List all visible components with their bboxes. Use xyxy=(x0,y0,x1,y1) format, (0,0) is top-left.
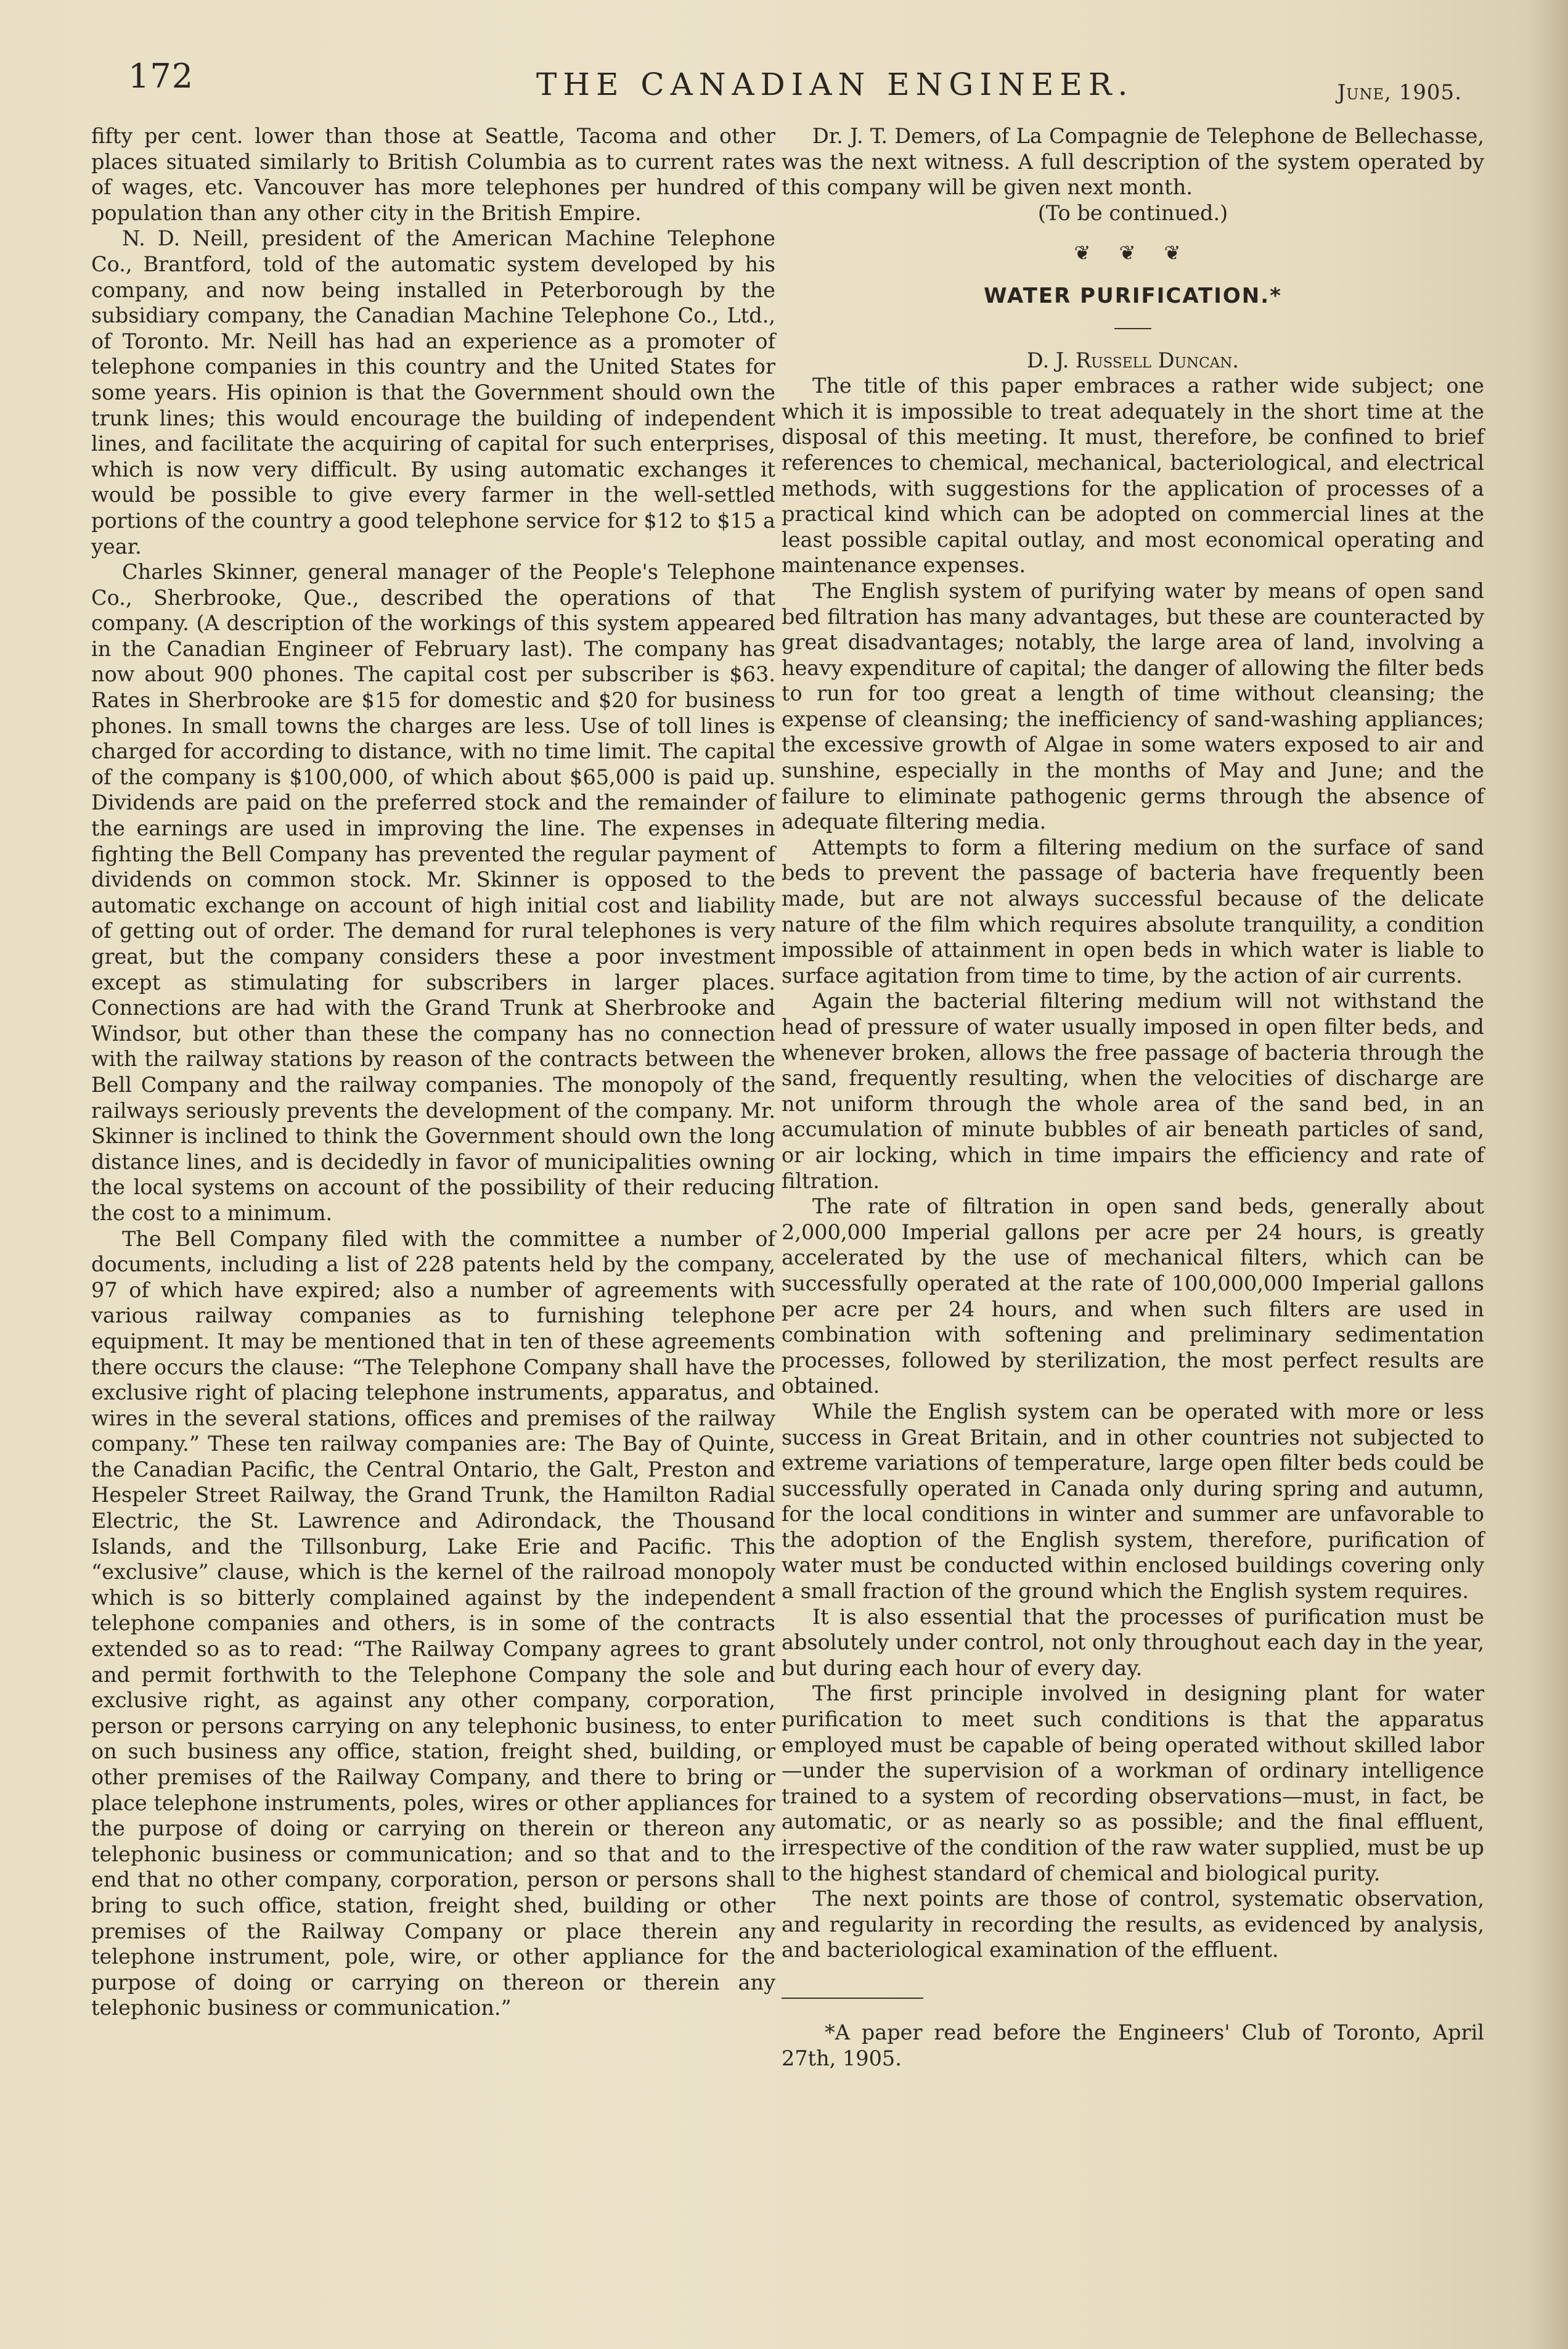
paragraph: Charles Skinner, general manager of the People's Telephone Co., Sherbrooke, Que., described the operations of that company. (A description of the workings of this system appeared in the Canadian Engineer of February last). The company has now about 900 phones. The capital cost per subscriber is $63. Rates in Sherbrooke are $15 for domestic and $20 for business phones. In small towns the charges are less. Use of toll lines is charged for according to distance, with no time limit. The capital of the company is $100,000, of which about $65,000 is paid up. Dividends are paid on the preferred stock and the remainder of the earnings are used in improving the line. The expenses in fighting the Bell Company has prevented the regular payment of dividends on common stock. Mr. Skinner is opposed to the automatic exchange on account of high initial cost and liability of getting out of order. The demand for rural telephones is very great, but the company considers these a poor investment except as stimulating for subscribers in larger places. Connections are had with the Grand Trunk at Sherbrooke and Windsor, but other than these the company has no connection with the railway stations by reason of the contracts between the Bell Company and the railway companies. The monopoly of the railways seriously prevents the development of the company. Mr. Skinner is inclined to think the Government should own the long distance lines, and is decidedly in favor of municipalities owning the local systems on account of the possibility of their reducing the cost to a minimum. xyxy=(91,560,775,1225)
paragraph: Dr. J. T. Demers, of La Compagnie de Telephone de Bellechasse, was the next witness. A full description of the system operated by this company will be given next month. xyxy=(782,124,1484,200)
paragraph: The Bell Company filed with the committee a number of documents, including a list of 228 patents held by the company, 97 of which have expired; also a number of agreements with various railway companies as to furnishing telephone equipment. It may be mentioned that in ten of these agreements there occurs the clause: “The Telephone Company shall have the exclusive right of placing telephone instruments, apparatus, and wires in the several stations, offices and premises of the railway company.” These ten railway companies are: The Bay of Quinte, the Canadian Pacific, the Central Ontario, the Galt, Preston and Hespeler Street Railway, the Grand Trunk, the Hamilton Radial Electric, the St. Lawrence and Adirondack, the Thousand Islands, and the Tillsonburg, Lake Erie and Pacific. This “exclusive” clause, which is the kernel of the railroad monopoly which is so bitterly complained against by the independent telephone companies and others, is in some of the contracts extended so as to read: “The Railway Company agrees to grant and permit forthwith to the Telephone Company the sole and exclusive right, as against any other company, corporation, person or persons carrying on any telephonic business, to enter on such business any office, station, freight shed, building, or other premises of the Railway Company, and there to bring or place telephone instruments, poles, wires or other appliances for the purpose of doing or carrying on therein or thereon any telephonic business or communication; and so that and to the end that no other company, corporation, person or persons shall bring to such office, station, freight shed, building or other premises of the Railway Company or place therein any telephone instrument, pole, wire, or other appliance for the purpose of doing or carrying on thereon or therein any telephonic business or communication.” xyxy=(91,1226,775,2020)
paragraph: While the English system can be operated with more or less success in Great Britain, and in other countries not subjected to extreme variations of temperature, large open filter beds could be successfully operated in Canada only during spring and autumn, for the local conditions in winter and summer are unfavorable to the adoption of the English system, therefore, purification of water must be conducted within enclosed buildings covering only a small fraction of the ground which the English system requires. xyxy=(782,1399,1484,1604)
left-column xyxy=(91,123,775,2021)
footnote: *A paper read before the Engineers' Club of Toronto, April 27th, 1905. xyxy=(782,2020,1484,2070)
issue-date: June, 1905. xyxy=(1337,80,1462,105)
author-byline: D. J. Russell Duncan. xyxy=(1026,348,1239,372)
paragraph: Attempts to form a filtering medium on the surface of sand beds to prevent the passage of bacteria have frequently been made, but are not always successful because of the delicate nature of the film which requires absolute tranquility, a condition impossible of attainment in open beds in which water is liable to surface agitation from time to time, by the action of air currents. xyxy=(782,835,1484,988)
binding-shadow xyxy=(1531,0,1568,2349)
journal-title: THE CANADIAN ENGINEER. xyxy=(536,67,1134,102)
footnote-divider xyxy=(782,1998,923,1999)
continued-note: (To be continued.) xyxy=(1037,200,1228,225)
paragraph: The rate of filtration in open sand beds, generally about 2,000,000 Imperial gallons per acre per 24 hours, is greatly accelerated by the use of mechanical filters, which can be successfully operated at the rate of 100,000,000 Imperial gallons per acre per 24 hours, and when such filters are used in combination with softening and preliminary sedimentation processes, followed by sterilization, the most perfect results are obtained. xyxy=(782,1194,1484,1398)
section-ornament-icon: ❦ ❦ ❦ xyxy=(1074,241,1192,265)
paragraph: Again the bacterial filtering medium will not withstand the head of pressure of water usually imposed in open filter beds, and whenever broken, allows the free passage of bacteria through the sand, frequently resulting, when the velocities of discharge are not uniform through the whole area of the sand bed, in an accumulation of minute bubbles of air beneath particles of sand, or air locking, which in time impairs the efficiency and rate of filtration. xyxy=(782,989,1484,1193)
right-column xyxy=(782,123,1484,2071)
paragraph: The first principle involved in designing plant for water purification to meet such conditions is that the apparatus employed must be capable of being operated without skilled labor—under the supervision of a workman of ordinary intelligence trained to a system of recording observations—must, in fact, be automatic, or as nearly so as possible; and the final effluent, irrespective of the condition of the raw water supplied, must be up to the highest standard of chemical and biological purity. xyxy=(782,1681,1484,1885)
paragraph: The English system of purifying water by means of open sand bed filtration has many advantages, but these are counteracted by great disadvantages; notably, the large area of land, involving a heavy expenditure of capital; the danger of allowing the filter beds to run for too great a length of time without cleansing; the expense of cleansing; the inefficiency of sand-washing appliances; the excessive growth of Algae in some waters exposed to air and sunshine, especially in the months of May and June; and the failure to eliminate pathogenic germs through the absence of adequate filtering media. xyxy=(782,578,1484,834)
paragraph: fifty per cent. lower than those at Seattle, Tacoma and other places situated similarly to British Columbia as to current rates of wages, etc. Vancouver has more telephones per hundred of population than any other city in the British Empire. xyxy=(91,124,775,225)
article-title: WATER PURIFICATION.* xyxy=(984,283,1282,308)
paragraph: The title of this paper embraces a rather wide subject; one which it is impossible to treat adequately in the short time at the disposal of this meeting. It must, therefore, be confined to brief references to chemical, mechanical, bacteriological, and electrical methods, with suggestions for the application of processes of a practical kind which can be adopted on commercial lines at the least possible capital outlay, and most economical operating and maintenance expenses. xyxy=(782,374,1484,578)
paragraph: It is also essential that the processes of purification must be absolutely under control, not only throughout each day in the year, but during each hour of every day. xyxy=(782,1604,1484,1680)
page-number: 172 xyxy=(128,57,194,96)
paragraph: N. D. Neill, president of the American Machine Telephone Co., Brantford, told of the automatic system developed by his company, and now being installed in Peterborough by the subsidiary company, the Canadian Machine Telephone Co., Ltd., of Toronto. Mr. Neill has had an experience as a promoter of telephone companies in this country and the United States for some years. His opinion is that the Government should own the trunk lines; this would encourage the building of independent lines, and facilitate the acquiring of capital for such enterprises, which is now very difficult. By using automatic exchanges it would be possible to give every farmer in the well-settled portions of the country a good telephone service for $12 to $15 a year. xyxy=(91,226,775,559)
paragraph: The next points are those of control, systematic observation, and regularity in recording the results, as evidenced by analysis, and bacteriological examination of the effluent. xyxy=(782,1887,1484,1962)
divider xyxy=(1114,328,1151,329)
